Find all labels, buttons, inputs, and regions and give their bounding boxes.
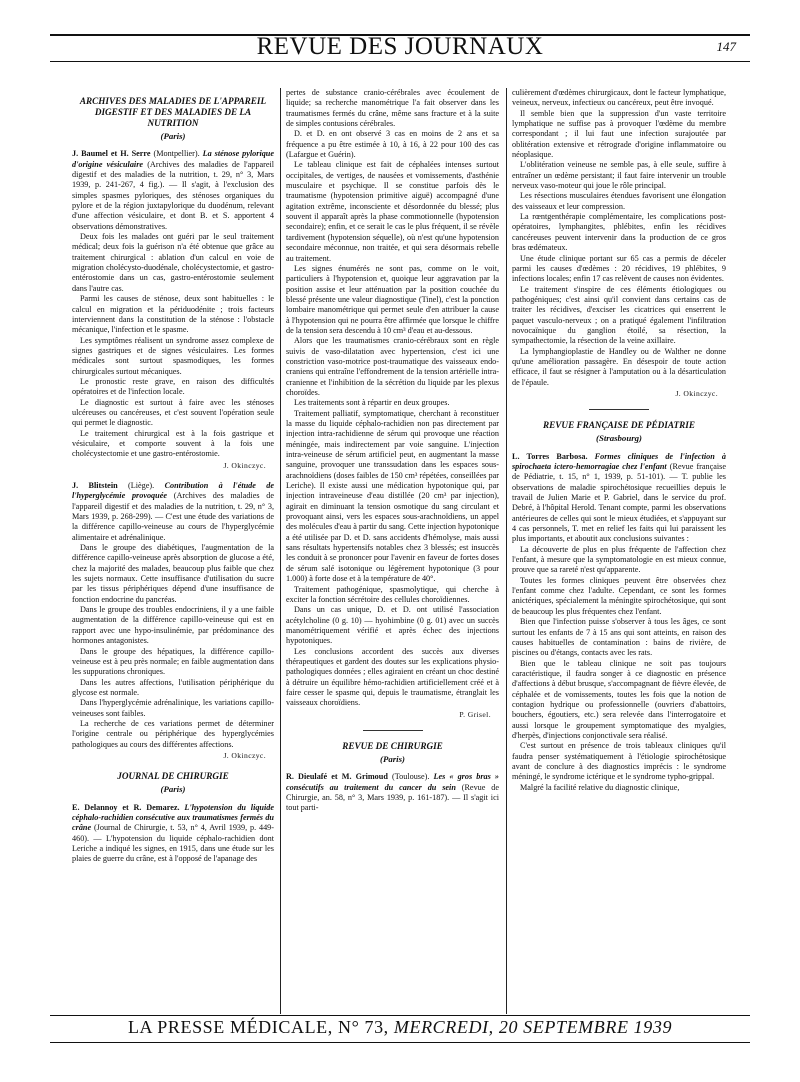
article-abstract xyxy=(72,481,274,543)
page-number: 147 xyxy=(716,39,736,54)
paragraph: Traitement palliatif, symptomatique, cherchant à reconstituer la masse du liquide céphalo-rachidien non pas directement par injection intra-rachidienne de sérum qui provoque une réaction méningée, mais indirectement par voie sanguine. L'injection intra-veineuse de sérum artificiel peut, en augmentant la masse sanguine, provoquer une transsudation dans les espaces sous-arachnoïdiens (doses faibles de 150 cm³ répétées, conseillées par Leriche). Il existe aussi une médication hypotonique qui, par injection intraveineuse d'eau distillée (20 cm³ par injection), agirait en diminuant la tension osmotique du sang circulant et provoquant ainsi, vers les espaces sous-arachnoïdiens, un appel des molécules d'eau à partir du sang. Cette injection hypotonique a été utilisée par D. et D. sans accidents d'hémolyse, mais aussi sans résultats hypertensifs notables chez 3 blessés; est insuccès les conduit à se prononcer pour l'avenir en faveur de fortes doses de sérum salé isotonique ou légèrement hypotonique (3 pour 1.000) à forte dose et à la température de 40°. xyxy=(286,408,499,584)
signature: J. Okinczyc. xyxy=(223,460,266,470)
paragraph: Alors que les traumatismes cranio-cérébraux sont en règle suivis de vaso-dilatation avec hypertension, c'est ici une constriction vaso-motrice post-traumatique des vaisseaux endo-craniens qui entraîne l'effondrement de la tension artérielle intra-cranienne et l'inhibition de la sécrétion du liquide par les plexus choroïdes. xyxy=(286,336,499,397)
paragraph: Les signes énumérés ne sont pas, comme on le voit, particuliers à l'hypotension et, quoique leur aggravation par la position assise et leur atténuation par la position couchée du blessé présente une valeur diagnostique (Tinel), c'est la ponction lombaire manométrique qui permet seule d'en attribuer la cause à l'hypotension qui ne pourra être affirmée que lorsque le chiffre de la tension sera descendu à 10 cm³ d'eau et au-dessous. xyxy=(286,263,499,335)
signature: J. Okinczyc. xyxy=(223,750,266,760)
paragraph: La découverte de plus en plus fréquente de l'affection chez l'enfant, à mesure que la symptomatologie en est mieux connue, prouve que sa rareté n'est qu'apparente. xyxy=(512,544,726,575)
footer-top-rule xyxy=(50,1015,750,1016)
paragraph: Dans le groupe des troubles endocriniens, il y a une faible augmentation de la différence capillo-veineuse qui est en rapport avec une hypo-insulinémie, par prédominance des hormones antagonistes. xyxy=(72,605,274,646)
signature: P. Grisel. xyxy=(459,709,491,719)
paragraph: Le diagnostic est surtout à faire avec les sténoses ulcéreuses ou cancéreuses, et c'est souvent l'opération seule qui permet le diagnostic. xyxy=(72,397,274,428)
paragraph: Parmi les causes de sténose, deux sont habituelles : le calcul en migration et la périduodénite ; trois facteurs interviennent dans la constitution de la sténose : l'obstacle mécanique, l'infection et le spasme. xyxy=(72,294,274,335)
paragraph: Les conclusions accordent des succès aux diverses thérapeutiques et gardent des doutes sur les explications physio-pathologiques données ; elles agiraient en créant un choc destiné à détruire un équilibre hémo-rachidien artificiellement créé et à faire cesser le spasme qui, depuis le traumatisme, étranglait les vaisseaux choroïdiens. xyxy=(286,646,499,708)
paragraph: Dans le groupe des diabétiques, l'augmentation de la différence capillo-veineuse après absorption de glucose a été, chez la majorité des malades, beaucoup plus faible que chez les sujets normaux. Cette insuffisance d'utilisation du sucre par les tissus périphériques dépend d'une insuffisance de fonction endocrine du pancréas. xyxy=(72,543,274,604)
paragraph: Traitement pathogénique, spasmolytique, qui cherche à exciter la fonction sécrétoire des cellules choroïdiennes. xyxy=(286,584,499,604)
signature: J. Okinczyc. xyxy=(675,388,718,398)
paragraph: Le tableau clinique est fait de céphalées intenses surtout occipitales, de vertiges, de nausées et vomissements, d'asthénie musculaire et psychique. Il se constitue parfois dès le traumatisme (hypotension primitive aiguë) accompagné d'une agitation extrême, inconsciente et désordonnée du blessé; plus souvent il apparaît après la phase commotionnelle (hypotension secondaire); enfin, et ce serait le cas le plus fréquent, il se révèle tardivement (hypotension séquelle), où n'est qu'une hypotension secondaire méconnue, non traitée, et qui sera désormais rebelle au traitement. xyxy=(286,160,499,263)
article-title: Contribution à l'étude de l'hyperglycémie provoquée xyxy=(72,481,274,501)
article-reference: (Archives des maladies de l'appareil digestif et des maladies de la nutrition, t. 29, n° 3, Mars 1939, p. 241-267, 4 fig.). — Il s'agit, à l'exclusion des simples spasmes pyloriques, des sténoses organiques du pylore et de la région juxtapylorique du duodénum, relevant d'une affection vésiculaire, et dont B. et S. apportent 4 observations démonstratives. xyxy=(72,159,274,231)
column-2 xyxy=(286,88,499,1019)
paragraph: C'est surtout en présence de trois tableaux cliniques qu'il faudra penser systématiquement à l'étiologie spirochétosique avant de conclure à des diagnostics imprécis : le syndrome méningé, le syndrome ictérique et le syndrome typho-grippal. xyxy=(512,741,726,782)
footer-date: MERCREDI, 20 SEPTEMBRE 1939 xyxy=(393,1017,673,1037)
column-3 xyxy=(512,88,726,1019)
article-authors: L. Torres Barbosa. xyxy=(512,451,588,461)
separator-rule xyxy=(589,409,649,410)
article-title: Formes cliniques de l'infection à spirochaeta ictero-hemorragiae chez l'enfant xyxy=(512,451,726,471)
paragraph: culièrement d'œdèmes chirurgicaux, dont le facteur lymphatique, veineux, nerveux, infectieux ou cancéreux, peut être invoqué. xyxy=(512,88,726,108)
paragraph: La recherche de ces variations permet de déterminer l'origine centrale ou périphérique des hyperglycémies pathologiques au cours des différentes affections. xyxy=(72,718,274,749)
article-authors: R. Dieulafé et M. Grimoud xyxy=(286,772,388,782)
article-reference: (Revue française de Pédiatrie, t. 15, n° 1, 1939, p. 51-101). — T. publie les observations de maladie spirochétosique recueillies depuis le travail de Julien Marie et P. Gabriel, dans le service du prof. Debré, à l'hôpital Herold. Tenant compte, parmi les observations antérieures de celles qui sont le mieux étudiées, et s'appuyant sur 4 cas personnels, T. met en relief les faits qui lui paraissent les plus importants, et aboutit aux conclusions suivantes : xyxy=(512,462,726,544)
section-title: REVUE DE CHIRURGIE xyxy=(342,740,443,751)
section-city: (Paris) xyxy=(160,784,186,795)
article-reference: (Archives des maladies de l'appareil digestif et des maladies de la nutrition, t. 29, n° 3, Mars 1939, p. 268-299). — C'est une étude des variations de la différence capillo-veineuse au cours de l'hyperglycémie alimentaire et adrénalinique. xyxy=(72,491,274,542)
article-abstract xyxy=(286,772,499,813)
footer-journal: LA PRESSE MÉDICALE, N° 73, xyxy=(127,1017,389,1037)
footer-bottom-rule xyxy=(50,1042,750,1043)
paragraph: Les résections musculaires étendues favorisent une élongation des vaisseaux et leur compression. xyxy=(512,191,726,211)
paragraph: La lymphangioplastie de Handley ou de Walther ne donne qu'une amélioration passagère. En désespoir de toute action efficace, il faut se résigner à l'amputation ou à la désarticulation de l'épaule. xyxy=(512,346,726,387)
paragraph: Dans un cas unique, D. et D. ont utilisé l'association acétylcholine (0 g. 10) — hyohimbine (0 g. 01) avec un succès manométriquement vérifié et après échec des injections hypotoniques. xyxy=(286,605,499,646)
separator-rule xyxy=(363,730,423,731)
paragraph: Dans le groupe des hépatiques, la différence capillo-veineuse est à peu près normale; en faible augmentation dans les suppurations chroniques. xyxy=(72,646,274,677)
article-reference: (Journal de Chirurgie, t. 53, n° 4, Avril 1939, p. 449-460). — L'hypotension du liquide céphalo-rachidien dont Leriche a indiqué les signes, en 1915, dans une étude sur les plaies de guerre du crâne, est à l'opposé de l'apanage des xyxy=(72,823,274,864)
column-divider xyxy=(280,88,281,1014)
section-title: REVUE FRANÇAISE DE PÉDIATRIE xyxy=(543,420,695,431)
article-place: (Liège). xyxy=(117,481,165,490)
paragraph: Dans les autres affections, l'utilisation périphérique du glycose est normale. xyxy=(72,677,274,697)
column-divider xyxy=(506,88,507,1014)
page-header-title: REVUE DES JOURNAUX xyxy=(256,33,544,60)
article-abstract xyxy=(72,149,274,232)
paragraph: D. et D. en ont observé 3 cas en moins de 2 ans et sa fréquence a pu être estimée à 10, à 16, à 22 pour 100 des cas (Lafargue et Guérin). xyxy=(286,129,499,160)
article-abstract xyxy=(512,452,726,545)
section-city: (Strasbourg) xyxy=(596,433,642,444)
paragraph: Dans l'hyperglycémie adrénalinique, les variations capillo-veineuses sont faibles. xyxy=(72,698,274,718)
paragraph: Toutes les formes cliniques peuvent être observées chez l'enfant comme chez l'adulte. Cependant, ce sont les formes anictériques, spécialement la méningite spirochétosique, qui sont de beaucoup les plus fréquentes chez l'enfant. xyxy=(512,575,726,616)
paragraph: pertes de substance cranio-cérébrales avec écoulement de liquide; sa recherche manométrique l'a fait observer dans les traumatismes fermés du crâne, même sans fracture et à la suite de simples contusions cérébrales. xyxy=(286,88,499,129)
paragraph: La rœntgenthérapie complémentaire, les complications post-opératoires, lymphangites, phlébites, enfin les récidives cancéreuses peuvent intervenir dans la production de ce gros bras œdémateux. xyxy=(512,212,726,253)
page-footer xyxy=(0,1017,800,1038)
paragraph: Le traitement chirurgical est à la fois gastrique et vésiculaire, et comporte souvent à la fois une cholécystectomie et une gastro-entérostomie. xyxy=(72,428,274,459)
paragraph: Les symptômes réalisent un syndrome assez complexe de signes gastriques et de signes vésiculaires. Les formes médicales sont surtout spasmodiques, les formes chirurgicales surtout mécaniques. xyxy=(72,335,274,376)
header-bottom-rule xyxy=(50,61,750,62)
section-city: (Paris) xyxy=(380,753,405,764)
paragraph: Malgré la facilité relative du diagnostic clinique, xyxy=(520,782,680,792)
article-title: La sténose pylorique d'origine vésiculaire xyxy=(72,149,274,169)
section-title: JOURNAL DE CHIRURGIE xyxy=(117,771,229,782)
article-reference: (Revue de Chirurgie, an. 58, n° 3, Mars 1939, p. 161-187). — Il s'agit ici tout parti- xyxy=(286,782,499,813)
paragraph: Il semble bien que la suppression d'un vaste territoire lymphatique ne suffise pas à provoquer l'œdème du membre correspondant ; il lui faut une infection surajoutée par oblitération extensive et rétrograde d'origine inflammatoire ou néoplasique. xyxy=(512,108,726,160)
article-title: L'hypotension du liquide céphalo-rachidien consécutive aux traumatismes fermés du crâne xyxy=(72,802,274,833)
article-authors: J. Baumel et H. Serre xyxy=(72,149,151,159)
paragraph: L'oblitération veineuse ne semble pas, à elle seule, suffire à entraîner un œdème persistant; il faut faire intervenir un trouble nerveux vaso-moteur qui joue le rôle principal. xyxy=(512,160,726,191)
paragraph: Le pronostic reste grave, en raison des difficultés opératoires et de l'infection locale. xyxy=(72,376,274,397)
paragraph: Le traitement s'inspire de ces éléments étiologiques ou pathogéniques; c'est ainsi qu'il convient dans certains cas de traiter les récidives, d'exciser les cicatrices qui enserrent le paquet vasculo-nerveux ; on a pratiqué également l'infiltration novocaïnique du ganglion étoilé, sa résection, la sympathectomie, la résection de la veine axillaire. xyxy=(512,284,726,346)
section-title: ARCHIVES DES MALADIES DE L'APPAREIL DIGESTIF ET DES MALADIES DE LA NUTRITION xyxy=(79,96,267,128)
section-city: (Paris) xyxy=(160,131,186,141)
paragraph: Bien que l'infection puisse s'observer à tous les âges, ce sont surtout les enfants de 7 à 15 ans qui sont atteints, en raison des causes habituelles de contamination : bains de rivière, de piscines ou d'étangs, contacts avec les rats. xyxy=(512,617,726,658)
article-title: Les « gros bras » consécutifs au traitement du cancer du sein xyxy=(286,772,499,792)
article-place: (Toulouse). xyxy=(387,772,434,782)
column-1 xyxy=(72,88,274,1019)
article-abstract xyxy=(72,803,274,865)
paragraph: Une étude clinique portant sur 65 cas a permis de déceler parmi les causes d'œdèmes : 20 récidives, 19 phlébites, 9 infections locales; enfin 17 cas relèvent de causes non évidentes. xyxy=(512,253,726,284)
paragraph: Bien que le tableau clinique ne soit pas toujours caractéristique, il faudra songer à ce diagnostic en présence d'affections à début brusque, s'accompagnant de fièvre élevée, de céphalée et de vomissements, toutes les fois que la notion de contagion hydrique ou professionnelle (ouvriers d'abattoirs, bouchers, égoutiers, etc.) sera relevée dans l'interrogatoire et aussi lorsque le groupement symptomatique des myalgies, d'herpès, d'injections conjonctivale sera réalisé. xyxy=(512,658,726,740)
article-place: (Montpellier). xyxy=(150,149,203,159)
paragraph: Les traitements sont à répartir en deux groupes. xyxy=(294,398,450,408)
article-authors: E. Delannoy et R. Demarez. xyxy=(72,802,180,812)
article-authors: J. Blitstein xyxy=(72,481,118,490)
paragraph: Deux fois les malades ont guéri par le seul traitement médical; deux fois la guérison n'a été obtenue que grâce au traitement chirurgical : ablation d'un calcul en voie de migration cholécysto-duodénale, cholécystectomie, et gastro-entérostomie dans un cas, gastro-entérostomie seulement dans l'autre cas. xyxy=(72,232,274,293)
